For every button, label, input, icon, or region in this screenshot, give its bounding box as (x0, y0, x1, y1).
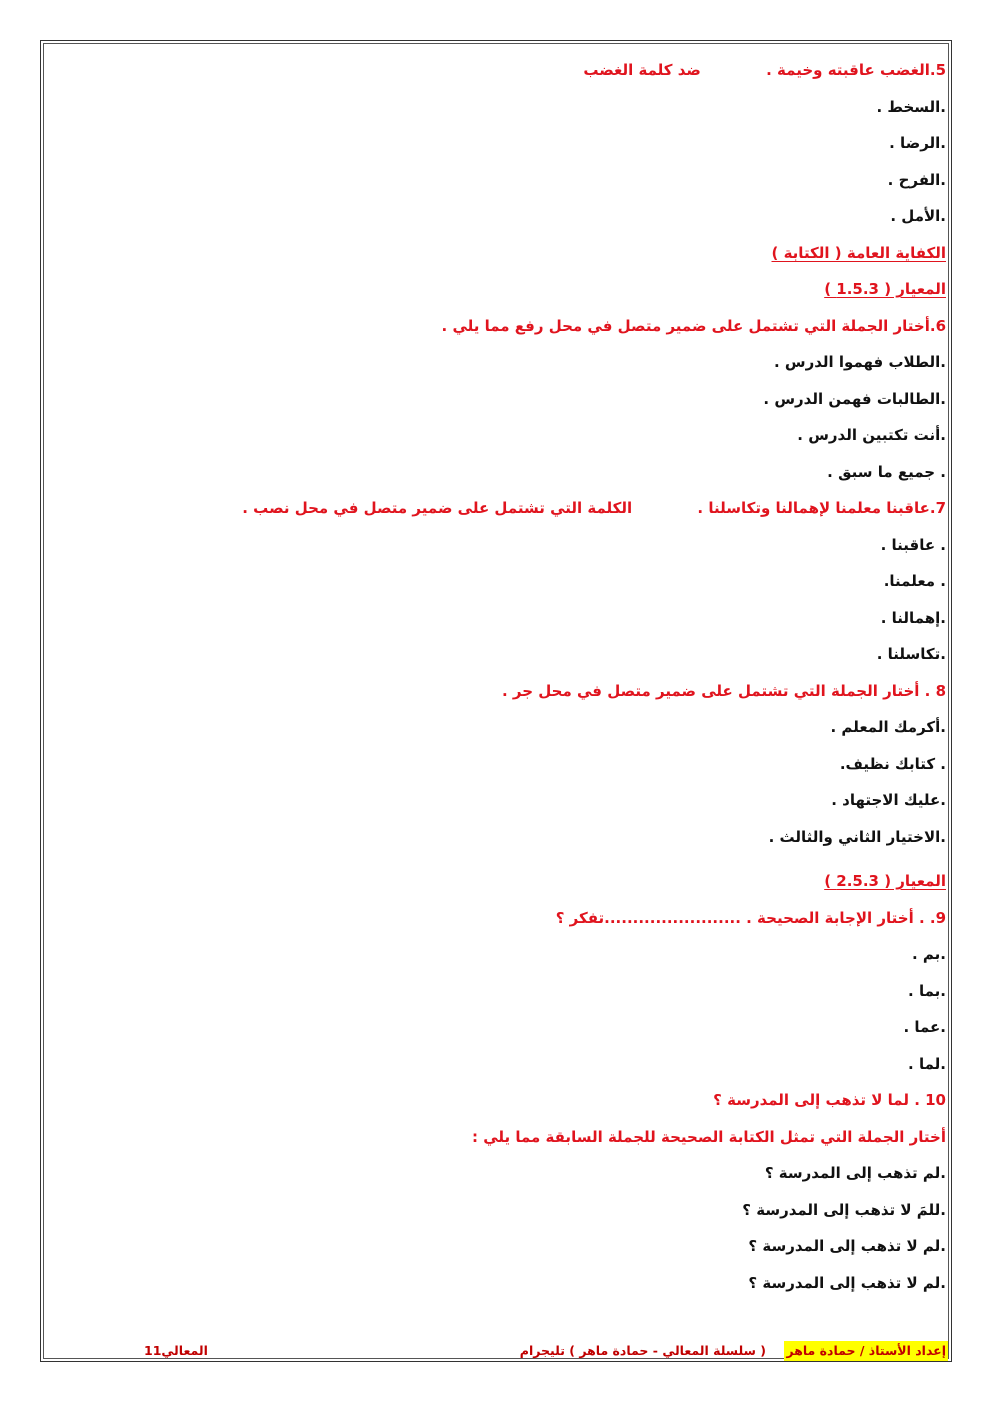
q7-option-2[interactable]: . معلمنا. (883, 572, 946, 590)
q5-option-4[interactable]: .الأمل . (890, 207, 946, 225)
question-5: 5.الغضب عاقبته وخيمة . ضد كلمة الغضب (583, 61, 946, 79)
standard-heading-2: المعيار ( 2.5.3 ) (824, 872, 946, 890)
q5-option-1[interactable]: .السخط . (876, 97, 946, 116)
footer-series: ( سلسلة المعالي - حمادة ماهر ) تليجرام (519, 1343, 766, 1358)
q10-option-1[interactable]: .لم تذهب إلى المدرسة ؟ (764, 1164, 946, 1182)
footer-page-number: المعالي11 (144, 1343, 208, 1358)
q6-option-2[interactable]: .الطالبات فهمن الدرس . (763, 389, 946, 408)
worksheet-content (46, 52, 946, 1301)
q9-option-2[interactable]: .بما . (908, 981, 946, 1000)
q10-option-4[interactable]: .لم لا تذهب إلى المدرسة ؟ (748, 1273, 946, 1292)
question-10-instruction: أختار الجملة التي تمثل الكتابة الصحيحة للجملة السابقة مما يلي : (471, 1127, 946, 1146)
question-7: 7.عاقبنا معلمنا لإهمالنا وتكاسلنا . الكلمة التي تشتمل على ضمير متصل في محل نصب . (242, 499, 946, 517)
q10-option-3[interactable]: .لم لا تذهب إلى المدرسة ؟ (748, 1237, 946, 1255)
q8-option-4[interactable]: .الاختيار الثاني والثالث . (768, 827, 946, 846)
q7-option-3[interactable]: .إهمالنا . (880, 608, 946, 627)
question-6: 6.أختار الجملة التي تشتمل على ضمير متصل في محل رفع مما يلي . (441, 316, 946, 335)
standard-heading-1: المعيار ( 1.5.3 ) (824, 280, 946, 298)
q7-option-4[interactable]: .تكاسلنا . (876, 645, 946, 663)
page-footer (44, 1341, 948, 1361)
q9-option-3[interactable]: .عما . (903, 1018, 946, 1036)
q5-option-2[interactable]: .الرضا . (889, 134, 946, 152)
question-10: 10 . لما لا تذهب إلى المدرسة ؟ (713, 1091, 946, 1109)
q7-option-1[interactable]: . عاقبنا . (880, 535, 946, 554)
q8-option-1[interactable]: .أكرمك المعلم . (830, 718, 946, 736)
q5-option-3[interactable]: .الفرح . (887, 170, 946, 189)
q8-option-2[interactable]: . كتابك نظيف. (839, 754, 946, 773)
q8-option-3[interactable]: .عليك الاجتهاد . (831, 791, 946, 809)
question-8: 8 . أختار الجملة التي تشتمل على ضمير متصل في محل جر . (502, 681, 946, 700)
q10-option-2[interactable]: .للمَ لا تذهب إلى المدرسة ؟ (742, 1200, 946, 1219)
q6-option-3[interactable]: .أنت تكتبين الدرس . (797, 426, 946, 444)
section-title: الكفاية العامة ( الكتابة ) (771, 243, 946, 262)
q6-option-1[interactable]: .الطلاب فهموا الدرس . (773, 353, 946, 371)
question-9: 9. . أختار الإجابة الصحيحة . ........................تفكر ؟ (555, 908, 946, 927)
q9-option-4[interactable]: .لما . (908, 1054, 946, 1073)
footer-prepared-by: إعداد الأستاذ / حمادة ماهر (784, 1341, 948, 1361)
q9-option-1[interactable]: .بم . (911, 945, 946, 963)
q6-option-4[interactable]: . جميع ما سبق . (827, 462, 946, 481)
